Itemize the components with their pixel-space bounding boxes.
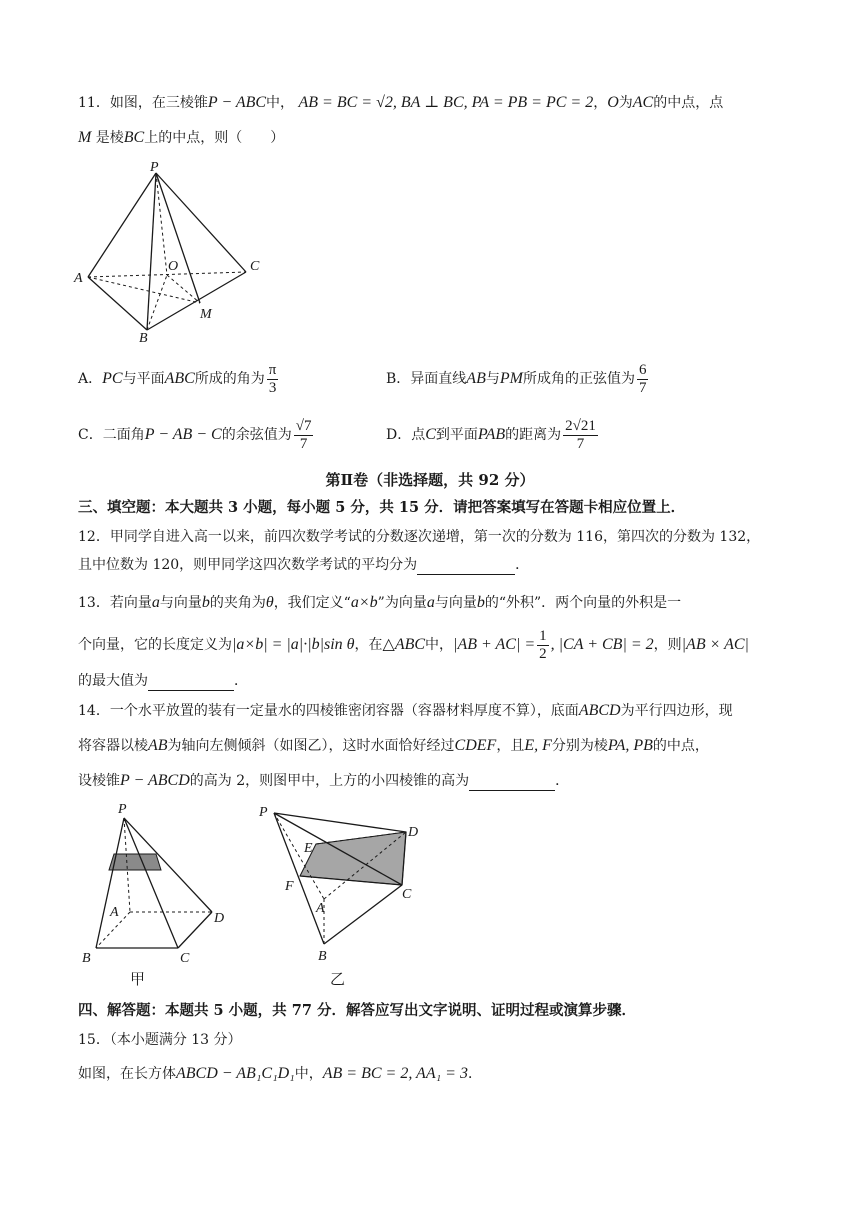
numerator: √7 (295, 417, 312, 434)
q15-math: AB = BC = 2, AA₁ = 3 (322, 1065, 468, 1082)
q13-text: ，在 (354, 637, 383, 653)
denominator: 2 (539, 645, 547, 662)
q14-end: ． (555, 773, 570, 789)
option-text: D．点 (386, 427, 426, 443)
q14-text: 将容器以棱 (78, 738, 148, 754)
option-text: C．二面角 (78, 427, 145, 443)
q15-math: ABCD − AB₁C₁D₁ (176, 1065, 295, 1082)
q14-line2 (78, 736, 709, 756)
numerator: 1 (539, 627, 547, 644)
q14-math: ABCD (578, 702, 621, 719)
option-math: C (425, 426, 436, 443)
q14-text: 设棱锥 (78, 773, 120, 789)
q11-math: BC (123, 129, 145, 146)
option-text: 所成角的正弦值为 (522, 371, 635, 387)
theta: θ (265, 594, 274, 611)
fig-label-D: D (214, 911, 225, 926)
q14-text: 的中点， (652, 738, 709, 754)
q13-text: 的最大值为 (78, 673, 148, 689)
section-3-title: 三、填空题：本大题共 3 小题，每小题 5 分，共 15 分．请把答案填写在答题卡相应位置上． (78, 499, 686, 516)
q14-figure-yi (256, 796, 430, 968)
figure-caption-jia: 甲 (130, 970, 146, 988)
option-text: 的距离为 (505, 427, 562, 443)
option-a-fraction (267, 362, 279, 397)
q11-option-b (386, 358, 650, 400)
q12-line1: 12．甲同学自进入高一以来，前四次数学考试的分数逐次递增，第一次的分数为 116，第四次的分数为 132， (78, 529, 761, 545)
q14-math: P − ABCD (120, 772, 190, 789)
option-d-fraction (563, 418, 598, 453)
numerator: 6 (638, 361, 647, 378)
q13-line3 (78, 671, 248, 691)
fig-label-P: P (150, 160, 159, 175)
q11-math: AB = BC = √2, BA ⊥ BC, PA = PB = PC = 2 (298, 94, 594, 111)
answer-blank (148, 676, 234, 691)
option-math: AB (466, 370, 486, 387)
answer-blank (417, 560, 515, 575)
q11-text: 是棱 (95, 130, 124, 146)
option-text: 与 (485, 371, 500, 387)
q13-text: ”为向量 (377, 595, 427, 611)
q14-figure-jia (76, 798, 236, 968)
fig-label-B: B (82, 951, 91, 966)
fig-label-B: B (139, 331, 148, 345)
q11-text: 中， (266, 95, 295, 111)
q15-text: 中， (294, 1066, 323, 1082)
q12-line2 (78, 555, 529, 575)
option-math: PAB (477, 426, 506, 443)
q13-text: 与向量 (434, 595, 477, 611)
option-letter: A． (78, 371, 103, 387)
vector-b: b (201, 594, 210, 611)
q13-line2 (78, 624, 749, 666)
fig-label-P: P (259, 805, 268, 820)
q13-end: ． (234, 673, 248, 689)
fig-label-D: D (408, 825, 419, 840)
q14-text: 为轴向左侧倾斜（如图乙），这时水面恰好经过 (167, 738, 455, 754)
q11-text: 11．如图，在三棱锥 (78, 95, 208, 111)
q13-text: 的夹角为 (209, 595, 266, 611)
fig-label-C: C (402, 887, 412, 902)
section-2-title: 第Ⅱ卷（非选择题，共 92 分） (325, 471, 535, 489)
q11-line1 (78, 93, 723, 113)
vector-b: b (476, 594, 485, 611)
fig-label-E: E (304, 841, 313, 856)
q15-text: ． (467, 1066, 482, 1082)
q12-end: ． (515, 557, 530, 573)
denominator: 7 (299, 435, 308, 452)
option-math: PC (102, 370, 123, 387)
numerator: π (268, 361, 277, 378)
fig-label-B: B (318, 949, 327, 964)
fig-label-C: C (250, 259, 260, 274)
q14-math: AB (148, 737, 168, 754)
q14-text: 为平行四边形，现 (620, 703, 733, 719)
q13-text: 与向量 (159, 595, 202, 611)
q15-line2 (78, 1064, 482, 1084)
fig-label-O: O (168, 259, 179, 274)
option-text: 的余弦值为 (221, 427, 292, 443)
figure-caption-yi: 乙 (330, 970, 346, 988)
vector-a: a (426, 594, 435, 611)
q14-text: ，且 (496, 738, 525, 754)
q14-math: PA, PB (607, 737, 653, 754)
q14-text: 分别为棱 (551, 738, 608, 754)
q15-heading: 15．（本小题满分 13 分） (78, 1032, 242, 1048)
option-b-fraction (637, 362, 649, 397)
q13-text: 13．若向量 (78, 595, 152, 611)
option-c-fraction (294, 418, 314, 453)
q11-text: ， (593, 95, 608, 111)
fig-label-A: A (74, 271, 83, 286)
q13-line1 (78, 593, 681, 613)
q13-text: ，则 (653, 637, 682, 653)
q13-text: 中， (425, 637, 454, 653)
answer-blank (469, 776, 555, 791)
fig-label-C: C (180, 951, 190, 966)
q13-text: 的“外积”．两个向量的外积是一 (484, 595, 682, 611)
q13-math: |a×b| = |a|·|b|sin θ (232, 636, 355, 653)
q11-text: 的中点，点 (653, 95, 724, 111)
q11-math: M (78, 129, 92, 146)
q11-math: AC (632, 94, 654, 111)
q11-math: O (607, 94, 619, 111)
q14-text: 14．一个水平放置的装有一定量水的四棱锥密闭容器（容器材料厚度不算），底面 (78, 703, 579, 719)
q14-text: 的高为 2，则图甲中，上方的小四棱锥的高为 (189, 773, 470, 789)
q14-math: CDEF (454, 737, 497, 754)
q12-text: 且中位数为 120，则甲同学这四次数学考试的平均分为 (78, 557, 418, 573)
q11-line2 (78, 128, 284, 148)
q11-option-a (78, 358, 280, 400)
fig-label-P: P (118, 802, 127, 817)
q11-figure-pyramid (72, 160, 272, 345)
q11-math: P − ABC (207, 94, 267, 111)
option-text: B．异面直线 (386, 371, 467, 387)
fig-label-A: A (110, 905, 119, 920)
q11-text: 为 (618, 95, 633, 111)
q13-math: |AB + AC| = (453, 636, 536, 653)
option-text: 到平面 (435, 427, 478, 443)
q11-option-c (78, 412, 315, 458)
q13-fraction (537, 628, 549, 663)
fig-label-A: A (316, 901, 325, 916)
fig-label-F: F (285, 879, 294, 894)
q13-math: △ABC (382, 636, 426, 653)
section-4-title: 四、解答题：本题共 5 小题，共 77 分．解答应写出文字说明、证明过程或演算步骤． (78, 1002, 636, 1019)
option-math: P − AB − C (144, 426, 222, 443)
q13-text: 个向量，它的长度定义为 (78, 637, 232, 653)
q14-line3 (78, 771, 569, 791)
option-math: ABC (164, 370, 195, 387)
denominator: 7 (576, 435, 585, 452)
vector-a: a (151, 594, 160, 611)
option-text: 所成的角为 (194, 371, 265, 387)
q13-text: ，我们定义“ (273, 595, 351, 611)
q14-math: E, F (524, 737, 552, 754)
denominator: 3 (268, 379, 277, 396)
outer-product: a×b (350, 594, 378, 611)
water-top-pyramid (109, 854, 161, 870)
q11-option-d (386, 412, 600, 458)
q13-math: , |CA + CB| = 2 (550, 636, 654, 653)
fig-label-M: M (200, 307, 212, 322)
q14-line1 (78, 701, 733, 721)
q13-math: |AB × AC| (681, 636, 749, 653)
denominator: 7 (638, 379, 647, 396)
option-math: PM (499, 370, 523, 387)
q15-text: 如图，在长方体 (78, 1066, 176, 1082)
q11-text: 上的中点，则（ ） (144, 130, 285, 146)
numerator: 2√21 (565, 417, 596, 434)
option-text: 与平面 (122, 371, 165, 387)
